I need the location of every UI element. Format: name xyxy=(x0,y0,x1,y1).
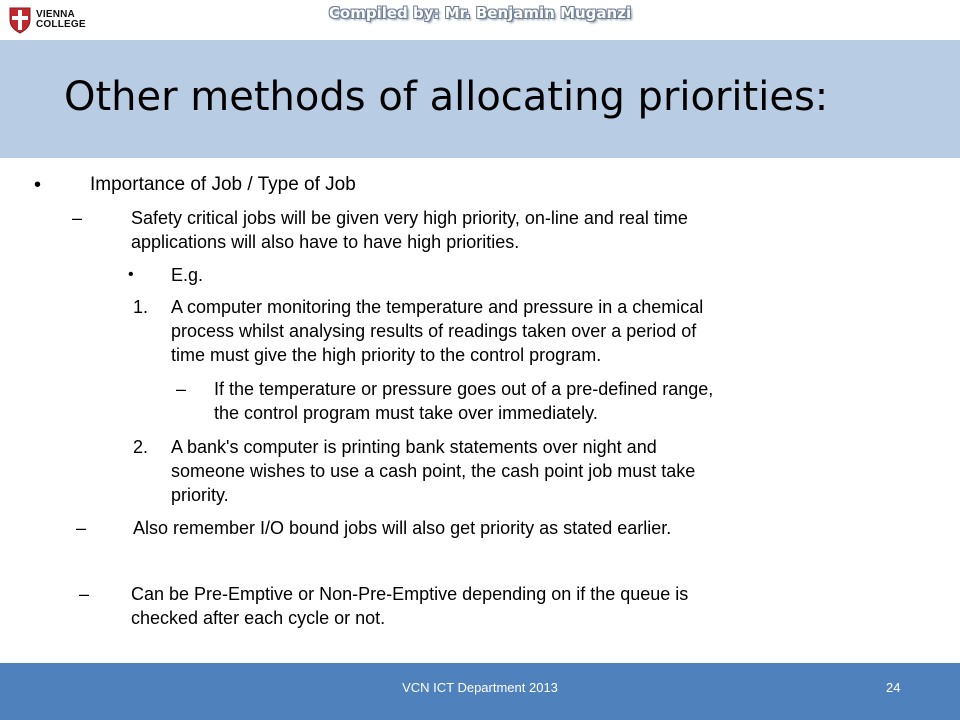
slide-title: Other methods of allocating priorities: xyxy=(64,74,829,120)
item-2-line-1: A bank's computer is printing bank statements over night and xyxy=(171,437,657,457)
dash-marker: – xyxy=(72,208,83,228)
eg-label: E.g. xyxy=(171,265,204,285)
item-2-line-2: someone wishes to use a cash point, the cash point job must take xyxy=(171,461,696,481)
dash-marker: – xyxy=(79,584,90,604)
item-2-line-3: priority. xyxy=(171,485,229,505)
dash-preemptive-line-1: Can be Pre-Emptive or Non-Pre-Emptive depending on if the queue is xyxy=(131,584,689,604)
bullet-marker: • xyxy=(128,266,134,283)
logo-line-1: VIENNA xyxy=(36,9,75,20)
dash-safety-line-2: applications will also have to have high priorities. xyxy=(131,232,520,252)
compiled-by-banner xyxy=(0,4,960,22)
logo-line-2: COLLEGE xyxy=(36,19,86,30)
dash-io-bound: Also remember I/O bound jobs will also get priority as stated earlier. xyxy=(133,518,672,538)
bullet-marker: • xyxy=(34,174,42,196)
sub-dash-line-1: If the temperature or pressure goes out of a pre-defined range, xyxy=(214,379,714,399)
dash-safety-line-1: Safety critical jobs will be given very high priority, on-line and real time xyxy=(131,208,688,228)
item-1-line-2: process whilst analysing results of readings taken over a period of xyxy=(171,321,697,341)
dash-marker: – xyxy=(176,379,187,399)
slide-number: 24 xyxy=(886,680,901,695)
item-1-line-1: A computer monitoring the temperature and pressure in a chemical xyxy=(171,297,704,317)
compiled-by-text: Compiled by: Mr. Benjamin Muganzi xyxy=(328,4,632,22)
sub-dash-line-2: the control program must take over immediately. xyxy=(214,403,598,423)
footer-department: VCN ICT Department 2013 xyxy=(402,680,558,695)
bullet-importance-of-job: Importance of Job / Type of Job xyxy=(90,174,356,195)
dash-marker: – xyxy=(76,518,87,538)
item-1-number: 1. xyxy=(133,297,149,317)
item-1-line-3: time must give the high priority to the control program. xyxy=(171,345,602,365)
item-2-number: 2. xyxy=(133,437,149,457)
dash-preemptive-line-2: checked after each cycle or not. xyxy=(131,608,386,628)
